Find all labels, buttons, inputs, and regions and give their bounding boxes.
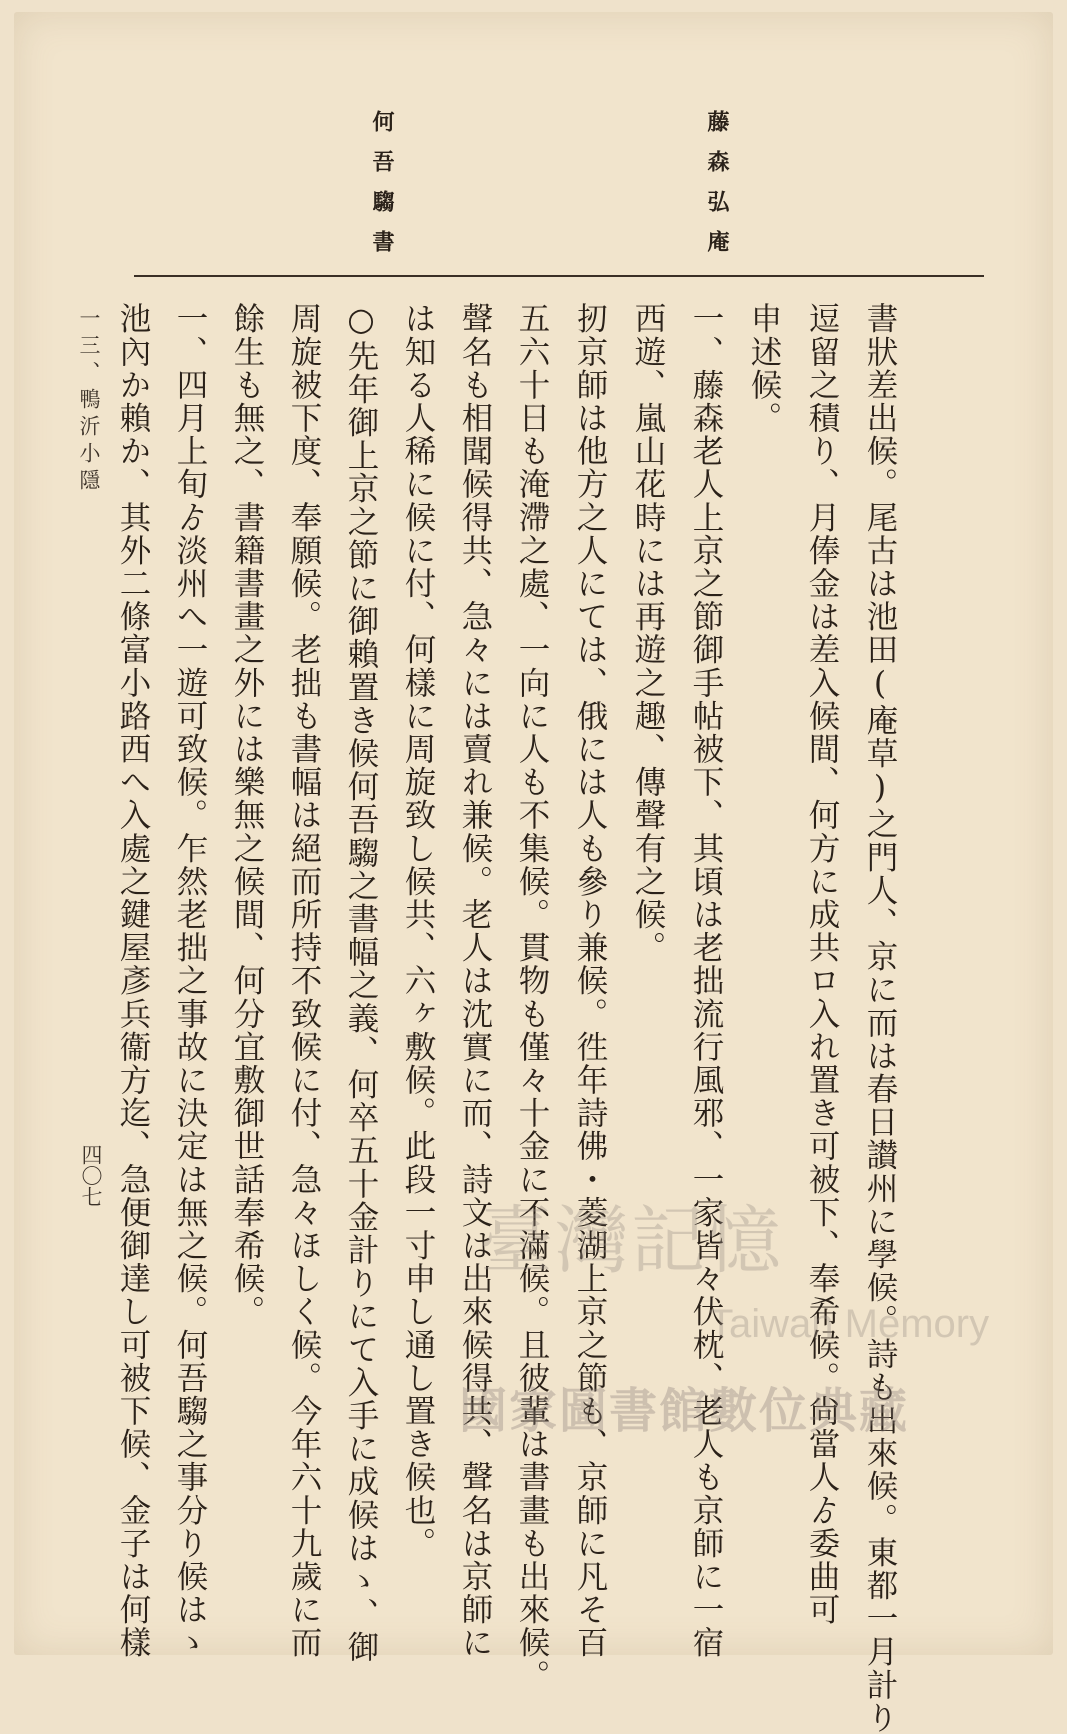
- text-column: 餘生も無之、書籍書畫之外には樂無之候間、何分宜敷御世話奉希候。: [229, 302, 265, 1329]
- text-column: 池內か賴か、其外二條富小路西へ入處之鍵屋彥兵衞方迄、急便御達し可被下候、金子は何樣: [115, 302, 151, 1660]
- text-column: 書狀差出候。尾古は池田(庵草)之門人、京に而は春日讃州に學候。詩も出來候。東都一月計り: [862, 302, 898, 1734]
- text-column: 扨京師は他方之人にては、俄には人も參り兼候。徃年詩佛・菱湖上京之節も、京師に凡そ百: [572, 302, 608, 1660]
- text-column: ○先年御上京之節に御賴置き候何吾騶之書幅之義、何卒五十金計りにて入手に成候はゝ、御: [343, 302, 379, 1664]
- text-column: 一、四月上旬ゟ淡州へ一遊可致候。乍然老拙之事故に決定は無之候。何吾騶之事分り候はゝ: [172, 302, 208, 1660]
- header-divider: [134, 275, 984, 277]
- text-column: 聲名も相聞候得共、急々には賣れ兼候。老人は沈實に而、詩文は出來候得共、聲名は京師に: [457, 302, 493, 1660]
- text-column: は知る人稀に候に付、何樣に周旋致し候共、六ヶ敷候。此段一寸申し通し置き候也。: [400, 302, 436, 1560]
- watermark-logo-text: 臺灣記憶: [479, 1198, 783, 1284]
- text-column: 申述候。: [746, 302, 782, 435]
- page-number: 四〇七: [79, 1144, 103, 1207]
- text-column: 西遊、嵐山花時には再遊之趣、傳聲有之候。: [630, 302, 666, 964]
- watermark-english: Taiwan Memory: [709, 1302, 990, 1346]
- section-footer: 一三、鴨沂小隱: [77, 307, 101, 496]
- text-column: 逗留之積り、月俸金は差入候間、何方に成共ロ入れ置き可被下、奉希候。尙當人ゟ委曲可: [804, 302, 840, 1626]
- text-column: 五六十日も淹滯之處、一向に人も不集候。貫物も僅々十金に不滿候。且彼輩は書畫も出來候。: [514, 302, 550, 1693]
- title-heading: 何吾騶書: [369, 110, 395, 270]
- text-column: 周旋被下度、奉願候。老拙も書幅は絕而所持不致候に付、急々ほしく候。今年六十九歲に而: [286, 302, 322, 1660]
- text-column: 一、藤森老人上京之節御手帖被下、其頃は老拙流行風邪、一家皆々伏枕、老人も京師に一宿: [688, 302, 724, 1660]
- author-heading: 藤森弘庵: [704, 110, 730, 270]
- book-page: [14, 12, 1053, 1734]
- watermark-subtitle: 國家圖書館數位典藏: [459, 1385, 910, 1438]
